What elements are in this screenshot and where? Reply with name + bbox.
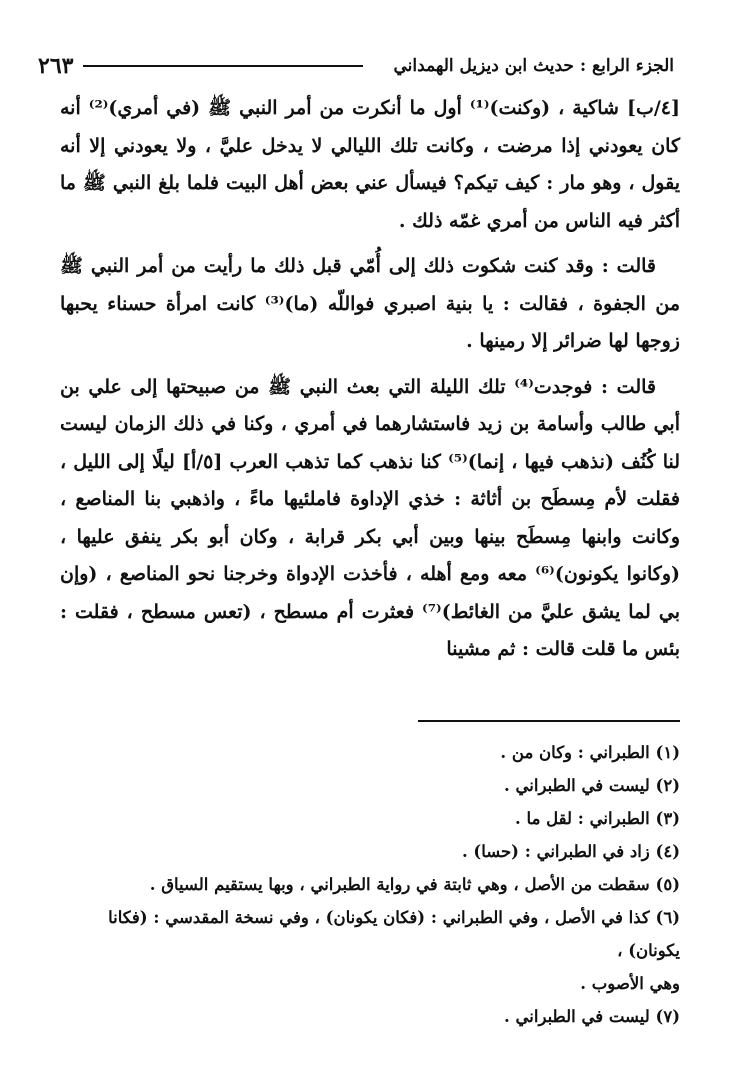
paragraph: [٤/ب] شاكية ، (وكنت)⁽¹⁾ أول ما أنكرت من أمر النبي ﷺ (في أمري)⁽²⁾ أنه كان يعودني إذا مرضت ، وكانت تلك الليالي لا يدخل عليَّ ، ولا يعودني إلا أنه يقول ، وهو مار : كيف تيكم؟ فيسأل عني بعض أهل البيت فلما بلغ النبي ﷺ ما أكثر فيه الناس من أمري غمّه ذلك .	[60, 97, 681, 232]
page-number: ٢٦٣	[38, 53, 74, 79]
main-text	[60, 90, 680, 677]
paragraph: قالت : وقد كنت شكوت ذلك إلى أُمّي قبل ذلك ما رأيت من أمر النبي ﷺ من الجفوة ، فقالت : يا بنية اصبري فواللّه (ما)⁽³⁾ كانت امرأة حسناء يحبها زوجها لها ضرائر إلا رمينها .	[60, 255, 680, 352]
footnote: (٧) ليست في الطبراني .	[504, 1007, 680, 1026]
running-title: الجزء الرابع : حديث ابن ديزيل الهمداني	[393, 56, 674, 76]
footnote-separator	[418, 720, 680, 722]
footnote: (٥) سقطت من الأصل ، وهي ثابتة في رواية الطبراني ، وبها يستقيم السياق .	[149, 875, 680, 894]
footnote: (٤) زاد في الطبراني : (حسا) .	[461, 842, 680, 861]
footnotes	[60, 736, 680, 1033]
footnote: (٣) الطبراني : لقل ما .	[515, 809, 680, 828]
page-header	[38, 48, 674, 84]
header-rule	[83, 65, 363, 67]
paragraph: قالت : فوجدت⁽⁴⁾ تلك الليلة التي بعث النبي ﷺ من صبيحتها إلى علي بن أبي طالب وأسامة بن زيد فاستشارهما في أمري ، وكنا في ذلك الزمان ليست لنا كُنُف (نذهب فيها ، إنما)⁽⁵⁾ كنا نذهب كما تذهب العرب [٥/أ] ليلًا إلى الليل ، فقلت لأم مِسطَح بن أثاثة : خذي الإداوة فاملئيها ماءً ، واذهبي بنا المناصع ، وكانت وابنها مِسطَح بينها وبين أبي بكر قرابة ، وكان أبو بكر ينفق عليها ، (وكانوا يكونون)⁽⁶⁾ معه ومع أهله ، فأخذت الإدواة وخرجنا نحو المناصع ، (وإن بي لما يشق عليَّ من الغائط)⁽⁷⁾ فعثرت أم مسطح ، (تعس مسطح ، فقلت : بئس ما قلت قالت : ثم مشينا	[60, 375, 681, 660]
footnote: (١) الطبراني : وكان من .	[500, 743, 680, 762]
footnote-continuation: وهي الأصوب .	[580, 974, 680, 993]
footnote: (٢) ليست في الطبراني .	[504, 776, 680, 795]
footnote: (٦) كذا في الأصل ، وفي الطبراني : (فكان يكونان) ، وفي نسخة المقدسي : (فكانا يكونان) ،	[108, 908, 680, 960]
